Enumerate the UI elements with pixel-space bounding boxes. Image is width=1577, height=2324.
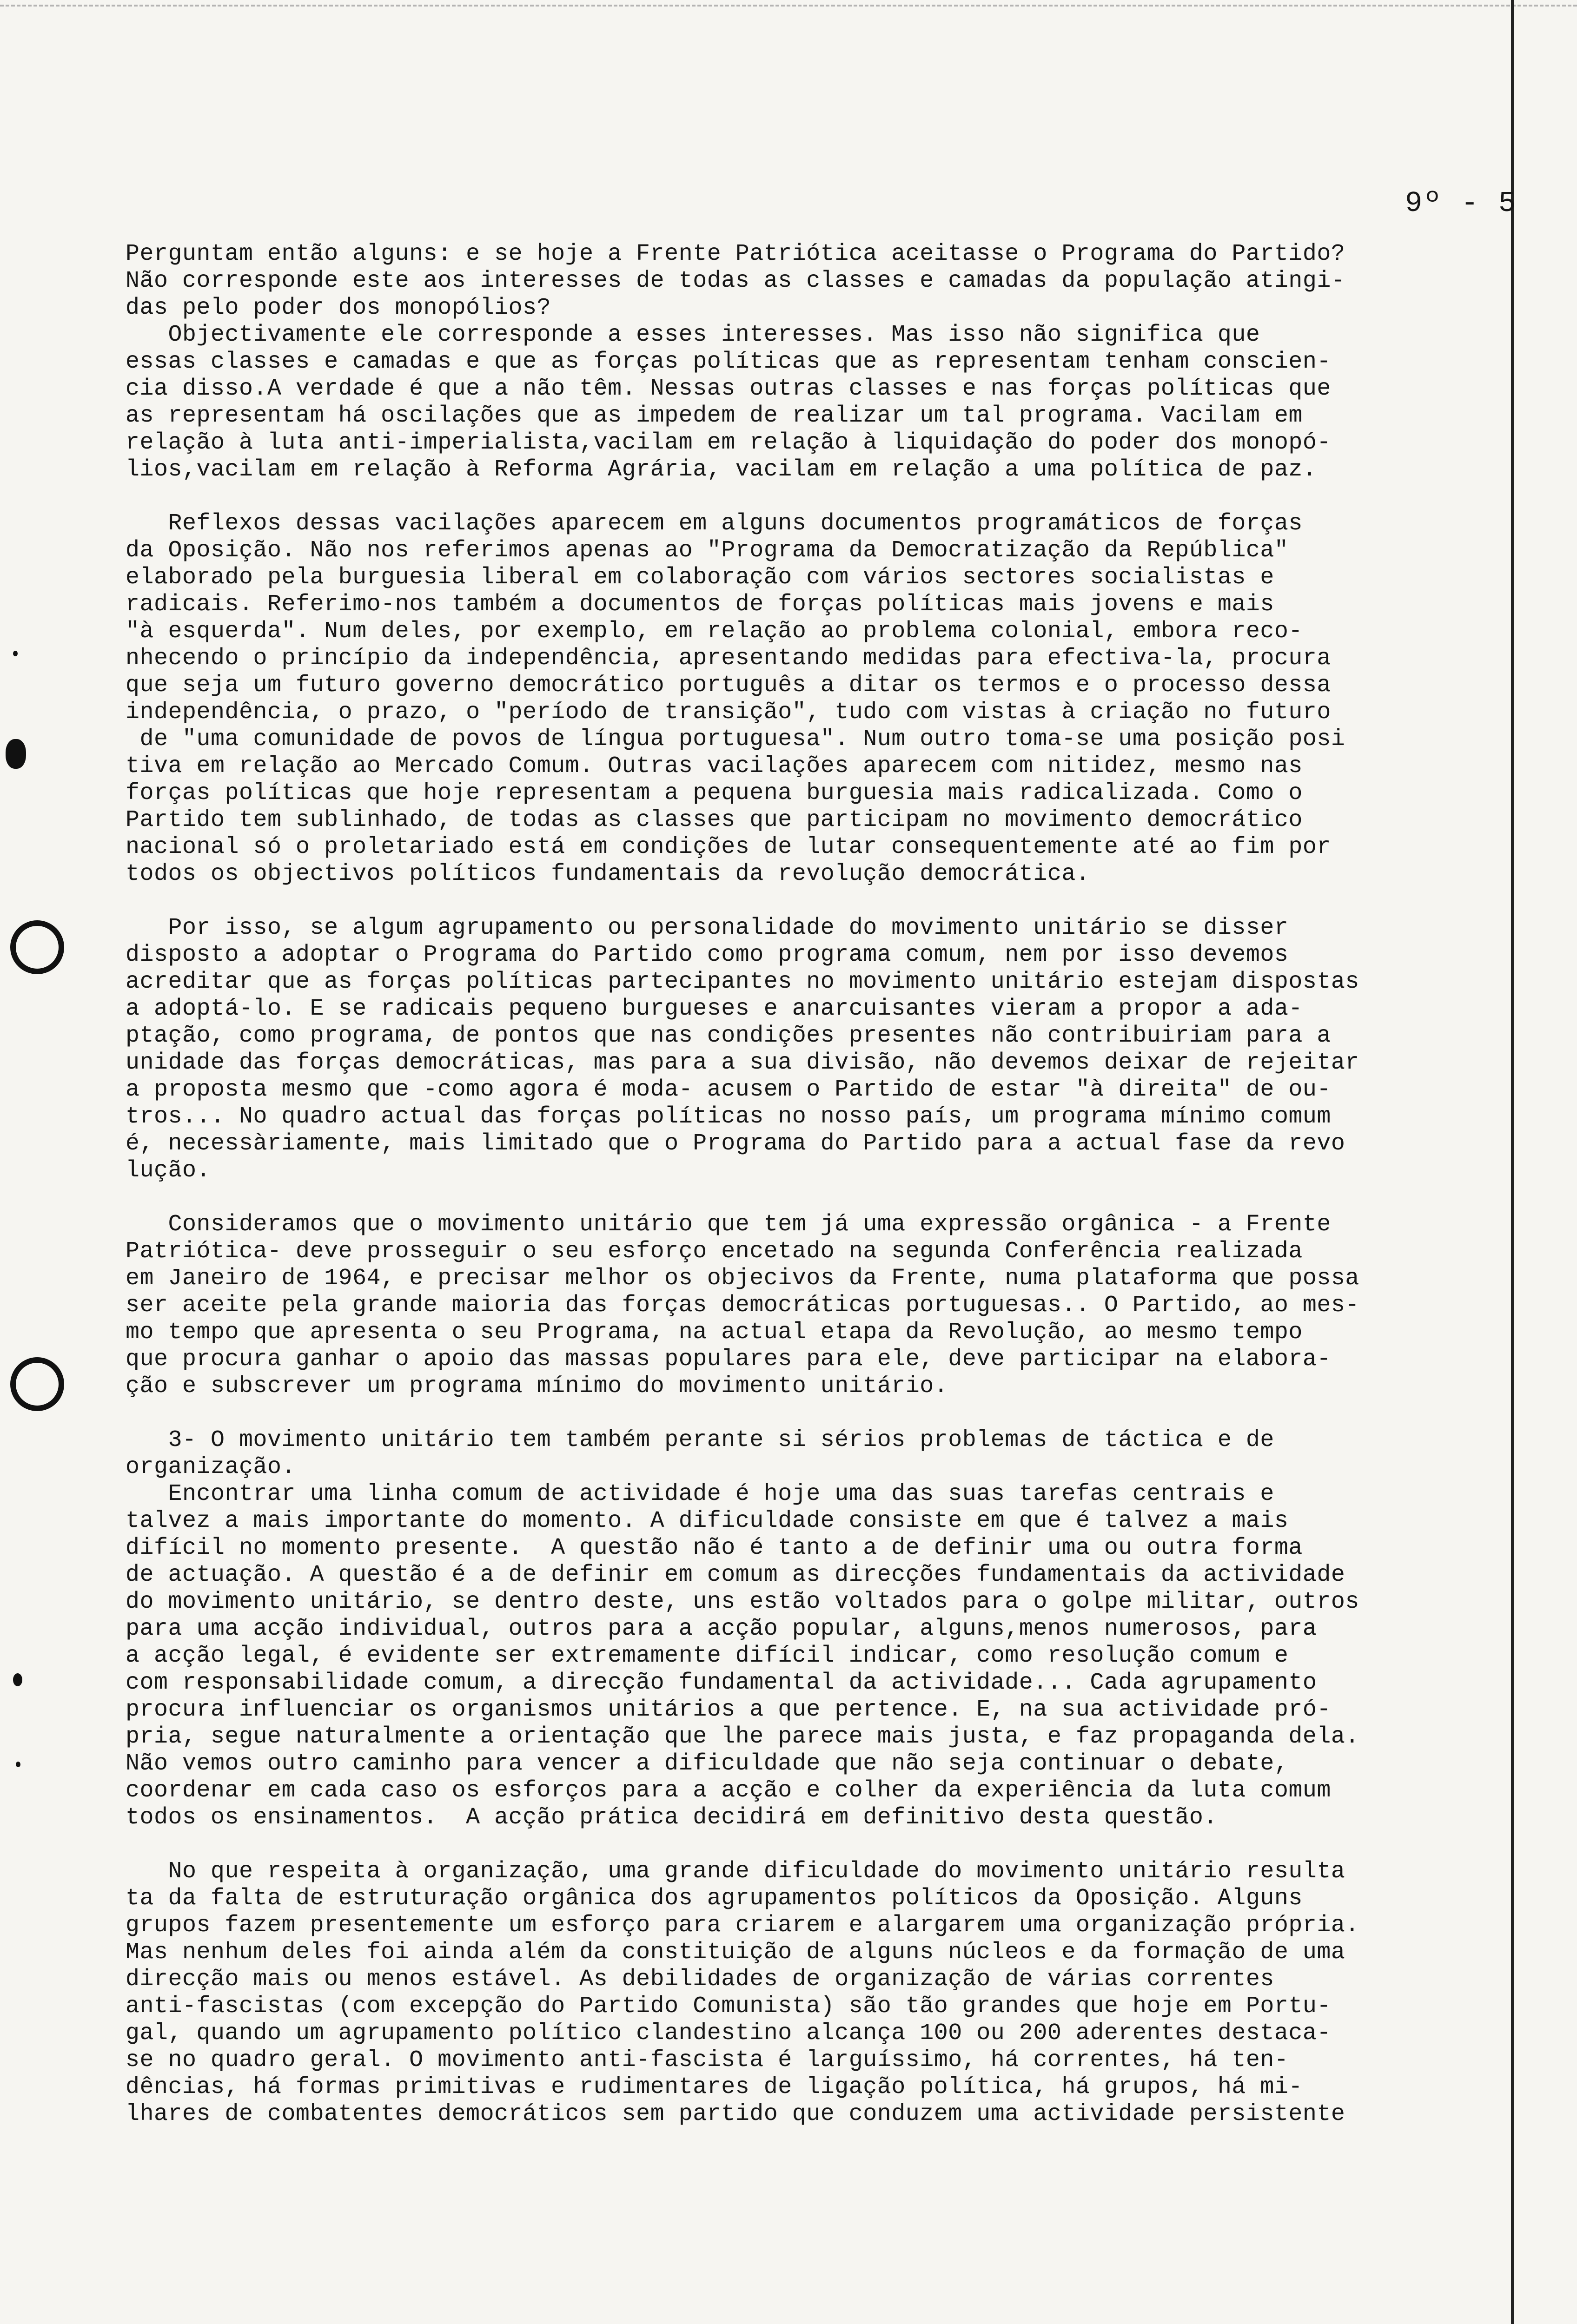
paragraph-spacer: [126, 483, 1553, 510]
paragraph-section-3-heading: 3- O movimento unitário tem também perante si sérios problemas de táctica e de organização.: [126, 1427, 1274, 1480]
paragraph-spacer: [126, 888, 1553, 915]
paragraph-question: Perguntam então alguns: e se hoje a Frente Patriótica aceitasse o Programa do Partido? Não corresponde este aos interesses de todas as classes e camadas da população atingi- das pelo poder dos monopólios?: [126, 241, 1345, 321]
ink-speck: [16, 1762, 20, 1767]
paragraph-spacer: [126, 1400, 1553, 1427]
paragraph-we-consider: Consideramos que o movimento unitário que tem já uma expressão orgânica - a Frente Patriótica- deve prosseguir o seu esforço encetado na segunda Conferência realizada em Janeiro de 1964, e precisar melhor os objecivos da Frente, numa plataforma que possa ser aceite pela grande maioria das forças democráticas portuguesas.. O Partido, ao mes- mo tempo que apresenta o seu Programa, na actual etapa da Revolução, ao mesmo tempo que procura ganhar o apoio das massas populares para ele, deve participar na elabora- ção e subscrever um programa mínimo do movimento unitário.: [126, 1211, 1359, 1400]
paragraph-spacer: [126, 1184, 1553, 1211]
paragraph-organization: No que respeita à organização, uma grande dificuldade do movimento unitário resulta ta da falta de estruturação orgânica dos agrupamentos políticos da Oposição. Alguns grupos fazem presentemente um esforço para criarem e alargarem uma organização própria. Mas nenhum deles foi ainda além da constituição de alguns núcleos e da formação de uma direcção mais ou menos estável. As debilidades de organização de várias correntes anti-fascistas (com excepção do Partido Comunista) são tão grandes que hoje em Portu- gal, quando um agrupamento político clandestino alcança 100 ou 200 aderentes destaca- se no quadro geral. O movimento anti-fascista é larguíssimo, há correntes, há ten- dências, há formas primitivas e rudimentares de ligação política, há grupos, há mi- lhares de combatentes democráticos sem partido que conduzem uma actividade persistente: [126, 1858, 1359, 2127]
binder-hole-lower: [10, 1357, 64, 1411]
paragraph-therefore: Por isso, se algum agrupamento ou personalidade do movimento unitário se disser disposto a adoptar o Programa do Partido como programa comum, nem por isso devemos acreditar que as forças políticas partecipantes no movimento unitário estejam dispostas a adoptá-lo. E se radicais pequeno burgueses e anarcuisantes vieram a propor a ada- ptação, como programa, de pontos que nas condições presentes não contribuiriam para a unidade das forças democráticas, mas para a sua divisão, não devemos deixar de rejeitar a proposta mesmo que -como agora é moda- acusem o Partido de estar "à direita" de ou- tros... No quadro actual das forças políticas no nosso país, um programa mínimo comum é, necessàriamente, mais limitado que o Programa do Partido para a actual fase da revo lução.: [126, 915, 1359, 1184]
scan-artifact-top-line: [0, 5, 1577, 8]
page-number: 9º - 5: [1405, 187, 1517, 220]
binder-hole-upper: [10, 920, 64, 974]
ink-speck: [13, 1673, 22, 1686]
paragraph-common-line: Encontrar uma linha comum de actividade é hoje uma das suas tarefas centrais e talvez a mais importante do momento. A dificuldade consiste em que é talvez a mais difícil no momento presente. A questão não é tanto a de definir uma ou outra forma de actuação. A questão é a de definir em comum as direcções fundamentais da actividade do movimento unitário, se dentro deste, uns estão voltados para o golpe militar, outros para uma acção individual, outros para a acção popular, alguns,menos numerosos, para a acção legal, é evidente ser extremamente difícil indicar, como resolução comum e com responsabilidade comum, a direcção fundamental da actividade... Cada agrupamento procura influenciar os organismos unitários a que pertence. E, na sua actividade pró- pria, segue naturalmente a orientação que lhe parece mais justa, e faz propaganda dela. Não vemos outro caminho para vencer a dificuldade que não seja continuar o debate, coordenar em cada caso os esforços para a acção e colher da experiência da luta comum todos os ensinamentos. A acção prática decidirá em definitivo desta questão.: [126, 1481, 1359, 1831]
document-body: [126, 241, 1553, 2128]
ink-speck: [13, 651, 18, 656]
paragraph-spacer: [126, 1831, 1553, 1858]
ink-blot: [6, 739, 26, 769]
paragraph-objectively: Objectivamente ele corresponde a esses interesses. Mas isso não significa que essas classes e camadas e que as forças políticas que as representam tenham conscien- cia disso.A verdade é que a não têm. Nessas outras classes e nas forças políticas que as representam há oscilações que as impedem de realizar um tal programa. Vacilam em relação à luta anti-imperialista,vacilam em relação à liquidação do poder dos monopó- lios,vacilam em relação à Reforma Agrária, vacilam em relação a uma política de paz.: [126, 322, 1331, 483]
paragraph-reflexes: Reflexos dessas vacilações aparecem em alguns documentos programáticos de forças da Oposição. Não nos referimos apenas ao "Programa da Democratização da República" elaborado pela burguesia liberal em colaboração com vários sectores socialistas e radicais. Referimo-nos também a documentos de forças políticas mais jovens e mais "à esquerda". Num deles, por exemplo, em relação ao problema colonial, embora reco- nhecendo o princípio da independência, apresentando medidas para efectiva-la, procura que seja um futuro governo democrático português a ditar os termos e o processo dessa independência, o prazo, o "período de transição", tudo com vistas à criação no futuro de "uma comunidade de povos de língua portuguesa". Num outro toma-se uma posição posi tiva em relação ao Mercado Comum. Outras vacilações aparecem com nitidez, mesmo nas forças políticas que hoje representam a pequena burguesia mais radicalizada. Como o Partido tem sublinhado, de todas as classes que participam no movimento democrático nacional só o proletariado está em condições de lutar consequentemente até ao fim por todos os objectivos políticos fundamentais da revolução democrática.: [126, 510, 1345, 887]
